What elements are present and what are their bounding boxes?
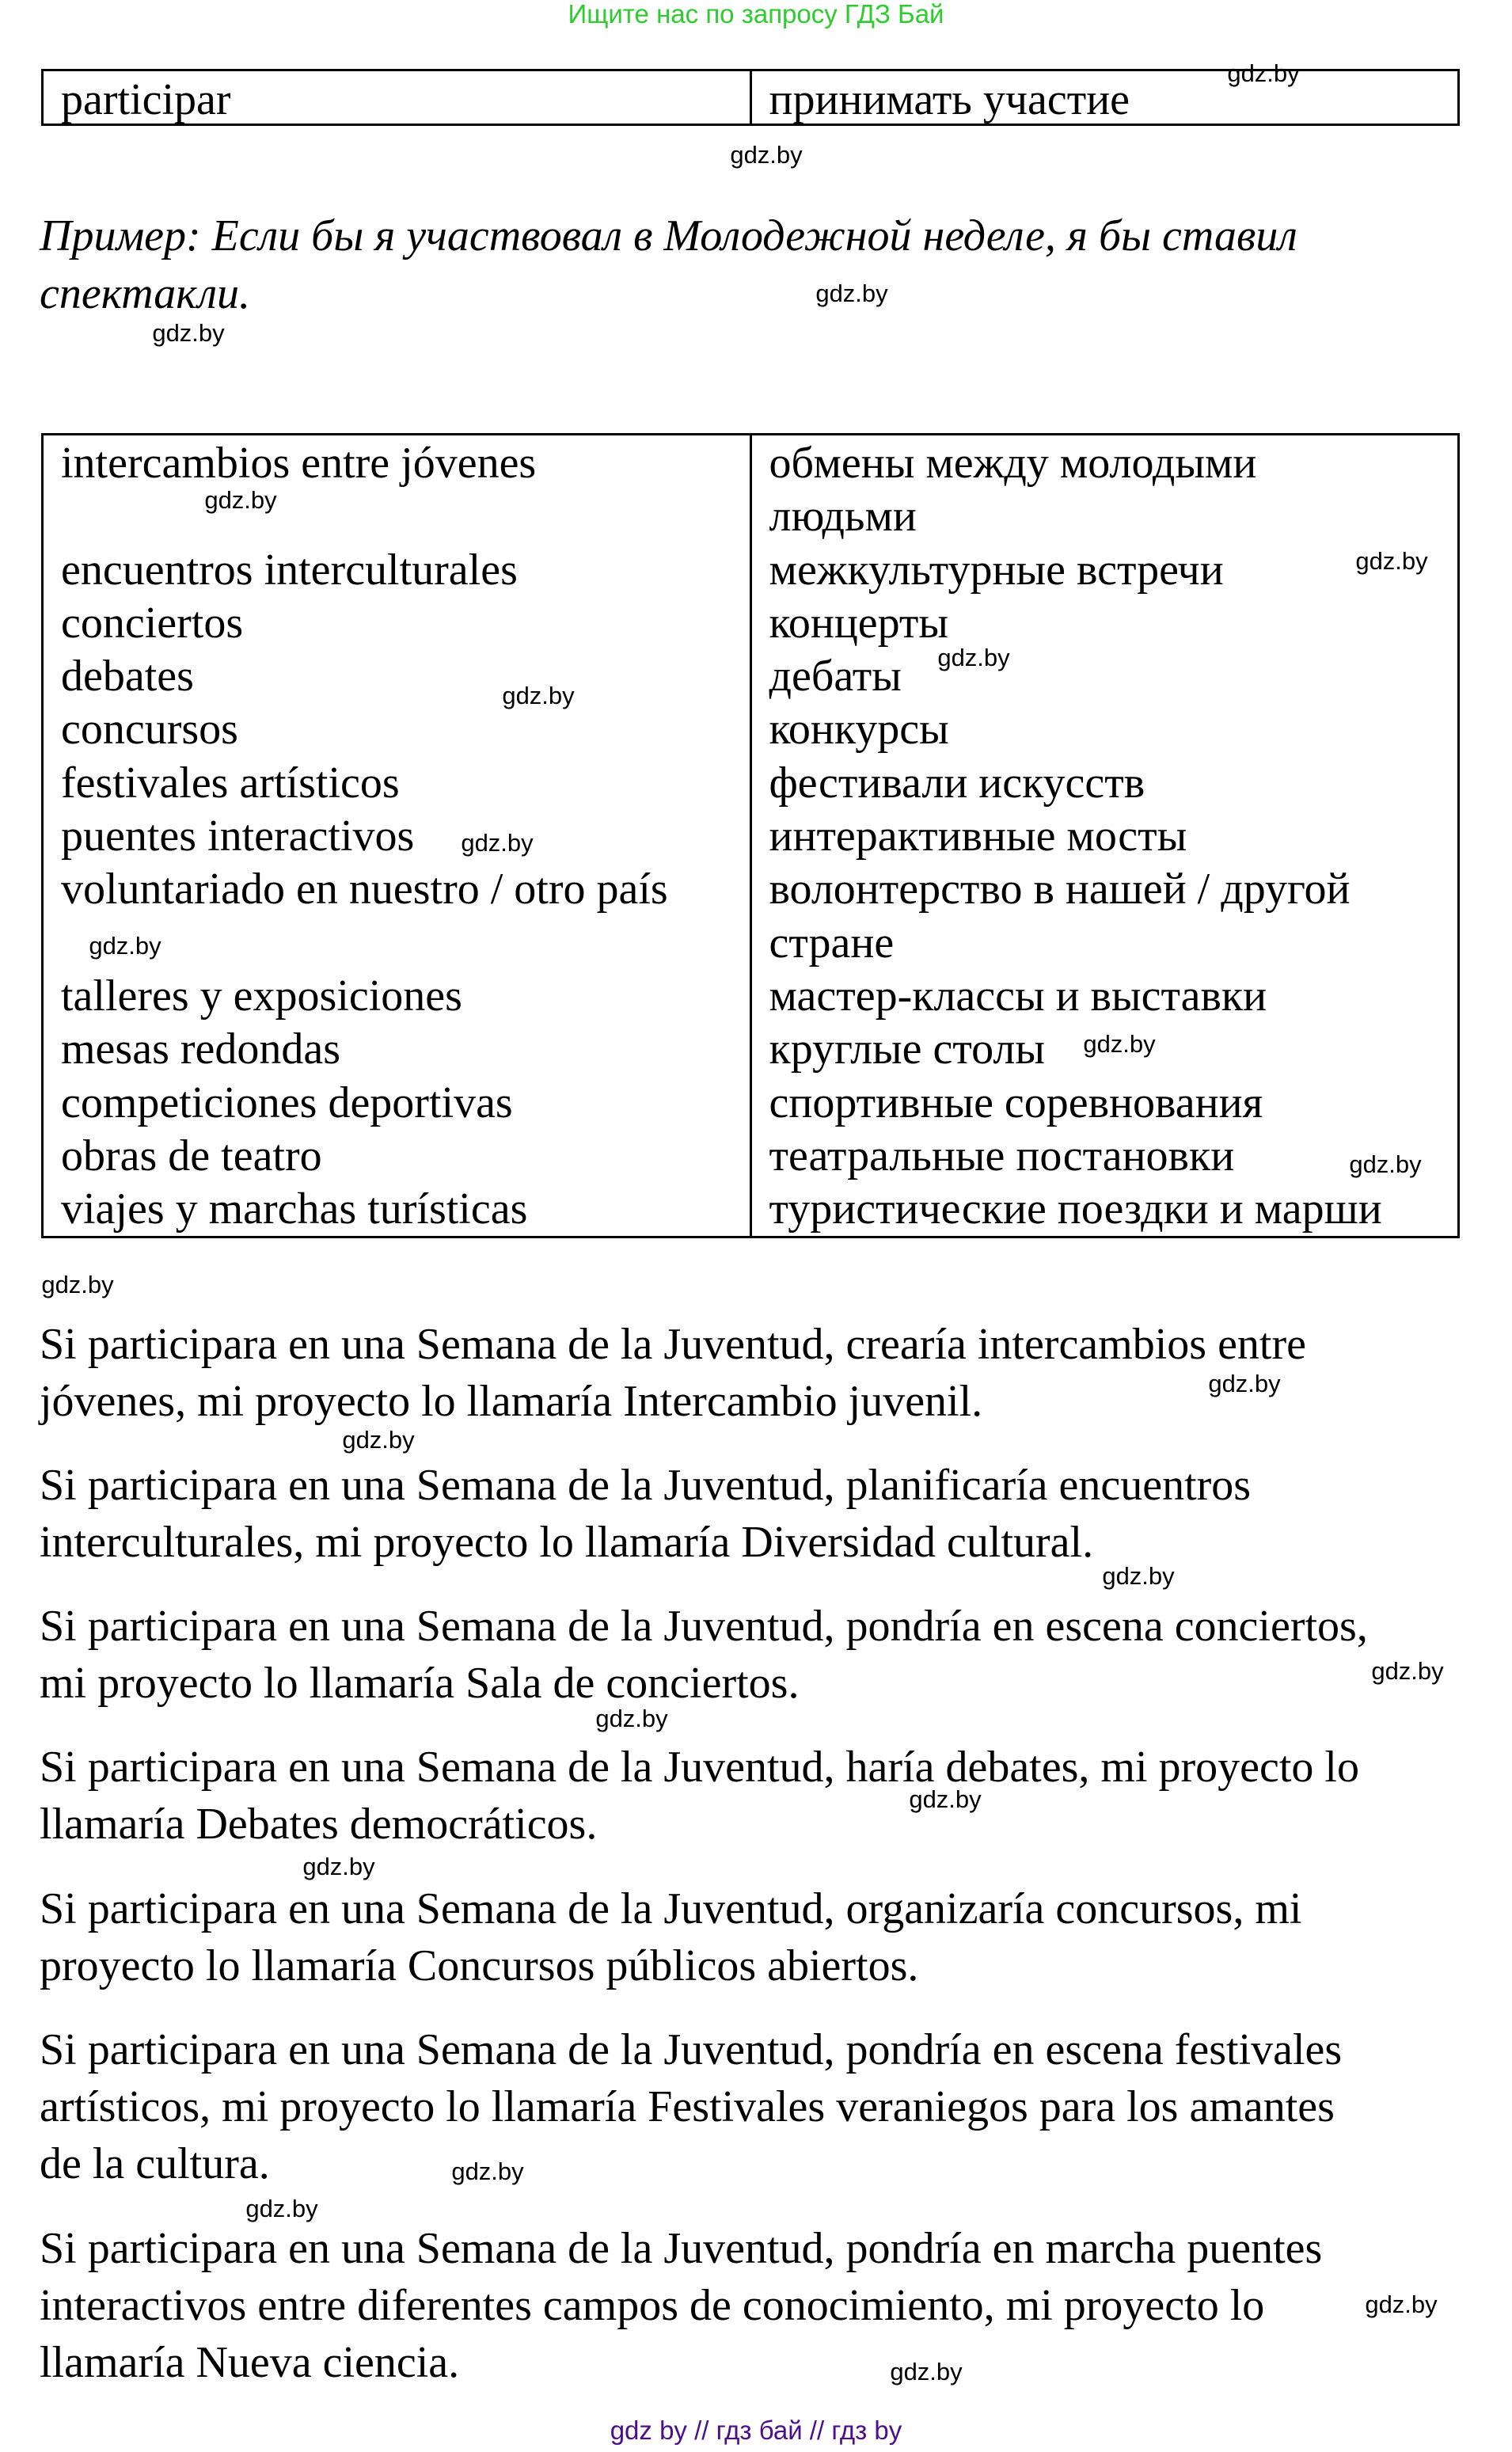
watermark: gdz.by (461, 829, 534, 857)
spanish-term: mesas redondas (61, 1025, 341, 1074)
russian-term: круглые столы (769, 1025, 1045, 1074)
vocab-table (41, 433, 1460, 1238)
paragraph (40, 1457, 1480, 1571)
watermark: gdz.by (152, 319, 225, 347)
watermark: gdz.by (937, 644, 1010, 671)
watermark: gdz.by (451, 2157, 524, 2185)
spanish-term: festivales artísticos (61, 758, 400, 808)
watermark: gdz.by (41, 1271, 114, 1298)
russian-term: концерты (769, 598, 949, 648)
watermark: gdz.by (89, 932, 161, 960)
table-row (43, 435, 1459, 1237)
paragraph (40, 2220, 1480, 2391)
text-line: Si participara en una Semana de la Juventud, pondría en marcha puentes (40, 2224, 1323, 2273)
text-line: Si participara en una Semana de la Juventud, crearía intercambios entre (40, 1320, 1306, 1369)
watermark: gdz.by (502, 682, 575, 709)
watermark: gdz.by (342, 1426, 415, 1454)
spanish-cell: participar (43, 70, 751, 125)
text-line: Si participara en una Semana de la Juventud, pondría en escena festivales (40, 2025, 1343, 2074)
russian-term: туристические поездки и марши (769, 1184, 1382, 1234)
text-line: Si participara en una Semana de la Juventud, pondría en escena conciertos, (40, 1602, 1368, 1651)
text-line: Si participara en una Semana de la Juventud, planificaría encuentros (40, 1461, 1252, 1510)
russian-term: фестивали искусств (769, 758, 1145, 808)
watermark: gdz.by (302, 1853, 375, 1880)
spanish-term: puentes interactivos (61, 812, 415, 861)
russian-cell: принимать участие (750, 70, 1459, 125)
search-banner: Ищите нас по запросу ГДЗ Бай (568, 0, 944, 29)
watermark: gdz.by (1102, 1562, 1175, 1590)
text-line: Si participara en una Semana de la Juventud, haría debates, mi proyecto lo (40, 1743, 1359, 1792)
example-text (40, 207, 1465, 323)
russian-term: волонтерство в нашей / другой (769, 865, 1351, 914)
spanish-term: obras de teatro (61, 1131, 322, 1180)
russian-term: людьми (769, 492, 917, 542)
paragraph (40, 1880, 1480, 1994)
watermark: gdz.by (1208, 1370, 1281, 1397)
text-line: llamaría Debates democráticos. (40, 1800, 598, 1849)
spanish-term (61, 490, 750, 543)
example-line: спектакли. (40, 269, 251, 318)
watermark: gdz.by (890, 2358, 963, 2385)
text-line: proyecto lo llamaría Concursos públicos abiertos. (40, 1941, 919, 1990)
watermark: gdz.by (730, 141, 803, 169)
watermark: gdz.by (204, 486, 277, 514)
russian-term: спортивные соревнования (769, 1078, 1263, 1127)
spanish-term: encuentros interculturales (61, 545, 518, 595)
russian-term: дебаты (769, 652, 902, 701)
text-line: de la cultura. (40, 2139, 270, 2188)
spanish-term: talleres y exposiciones (61, 971, 462, 1021)
watermark: gdz.by (1371, 1657, 1444, 1685)
russian-term: конкурсы (769, 705, 949, 755)
spanish-term (61, 917, 750, 970)
spanish-term: competiciones deportivas (61, 1078, 513, 1127)
text-line: interactivos entre diferentes campos de conocimiento, mi proyecto lo (40, 2281, 1265, 2330)
watermark: gdz.by (1083, 1030, 1156, 1058)
spanish-column (43, 435, 751, 1237)
spanish-term: viajes y marchas turísticas (61, 1184, 528, 1234)
watermark: gdz.by (245, 2195, 318, 2222)
russian-term: стране (769, 918, 895, 967)
watermark: gdz.by (1355, 547, 1428, 575)
footer-links: gdz by // гдз бай // гдз by (610, 2416, 902, 2445)
example-line: Пример: Если бы я участвовал в Молодежной неделе, я бы ставил (40, 211, 1297, 260)
watermark: gdz.by (1349, 1150, 1422, 1178)
text-line: jóvenes, mi proyecto lo llamaría Intercambio juvenil. (40, 1377, 983, 1426)
russian-term: межкультурные встречи (769, 545, 1224, 595)
russian-term: обмены между молодыми (769, 439, 1257, 488)
russian-term: интерактивные мосты (769, 812, 1187, 861)
russian-term: театральные постановки (769, 1131, 1235, 1180)
watermark: gdz.by (595, 1705, 668, 1732)
text-line: llamaría Nueva ciencia. (40, 2338, 460, 2387)
text-line: mi proyecto lo llamaría Sala de conciertos. (40, 1659, 800, 1708)
text-line: artísticos, mi proyecto lo llamaría Festivales veraniegos para los amantes (40, 2082, 1335, 2131)
spanish-term: concursos (61, 705, 238, 755)
spanish-term: conciertos (61, 598, 244, 648)
watermark: gdz.by (1227, 59, 1300, 87)
paragraph (40, 1739, 1480, 1853)
spanish-term: voluntariado en nuestro / otro país (61, 865, 668, 914)
spanish-term: debates (61, 652, 194, 701)
text-line: Si participara en una Semana de la Juventud, organizaría concursos, mi (40, 1884, 1302, 1933)
russian-column (750, 435, 1459, 1237)
spanish-term: intercambios entre jóvenes (61, 439, 537, 488)
watermark: gdz.by (1365, 2290, 1438, 2318)
russian-term: мастер-классы и выставки (769, 971, 1267, 1021)
paragraph (40, 2021, 1480, 2192)
watermark: gdz.by (815, 279, 888, 307)
paragraph (40, 1598, 1480, 1712)
text-line: interculturales, mi proyecto lo llamaría Diversidad cultural. (40, 1518, 1094, 1567)
watermark: gdz.by (909, 1785, 982, 1813)
